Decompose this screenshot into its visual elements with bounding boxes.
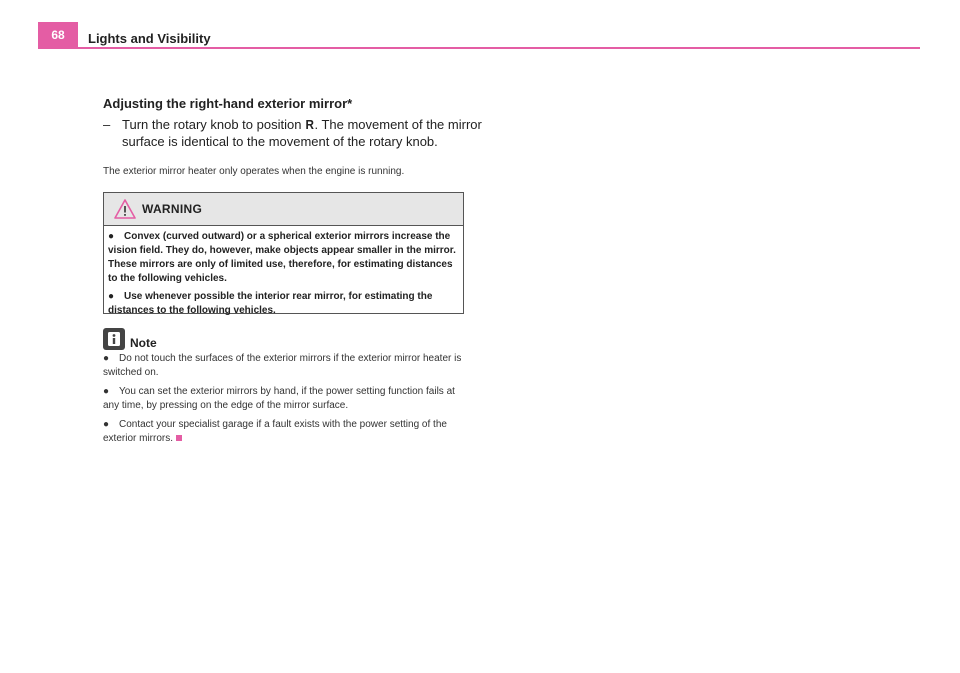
bullet-icon: ● <box>103 386 110 397</box>
step-text <box>122 116 483 150</box>
note-item-text: Contact your specialist garage if a fault exists with the power setting of the exterior mirrors. <box>103 419 447 444</box>
note-info-icon <box>103 328 125 350</box>
warning-item <box>108 230 459 286</box>
note-list <box>103 352 465 451</box>
warning-list <box>104 226 463 318</box>
instruction-step <box>103 116 483 150</box>
info-glyph-icon <box>107 331 121 347</box>
note-item <box>103 418 465 446</box>
bullet-icon: ● <box>108 291 115 302</box>
bullet-icon: ● <box>108 231 115 242</box>
note-title: Note <box>130 336 157 350</box>
step-text-before: Turn the rotary knob to position <box>122 117 306 132</box>
warning-item <box>108 290 459 318</box>
section-end-icon <box>176 435 182 441</box>
bullet-icon: ● <box>103 419 110 430</box>
step-dash: – <box>103 117 111 132</box>
warning-title: WARNING <box>142 202 203 216</box>
warning-triangle-icon <box>114 199 136 219</box>
rotary-knob-position-icon: R <box>305 117 314 132</box>
note-item-text: You can set the exterior mirrors by hand, if the power setting function fails at any time, by pressing on the edge of the mirror surface. <box>103 386 455 411</box>
note-item <box>103 385 465 413</box>
section-heading: Adjusting the right-hand exterior mirror* <box>103 96 353 111</box>
bullet-icon: ● <box>103 353 110 364</box>
note-item <box>103 352 465 380</box>
note-item-text: Do not touch the surfaces of the exterior mirrors if the exterior mirror heater is switched on. <box>103 353 462 378</box>
header-divider <box>38 47 920 49</box>
page-number: 68 <box>38 22 78 48</box>
note-header <box>103 328 157 350</box>
step-text-after: . The movement of the mirror surface is identical to the movement of the rotary knob. <box>122 117 482 149</box>
warning-box <box>103 192 464 314</box>
warning-item-text: Use whenever possible the interior rear mirror, for estimating the distances to the following vehicles. <box>108 291 433 316</box>
warning-item-text: Convex (curved outward) or a spherical exterior mirrors increase the vision field. They do, however, make objects appear smaller in the mirror. These mirrors are only of limited use, therefore, for estimating distances to the following vehicles. <box>108 231 456 284</box>
page-title: Lights and Visibility <box>88 31 211 46</box>
heater-info-text: The exterior mirror heater only operates when the engine is running. <box>103 166 405 177</box>
warning-header <box>104 193 463 226</box>
